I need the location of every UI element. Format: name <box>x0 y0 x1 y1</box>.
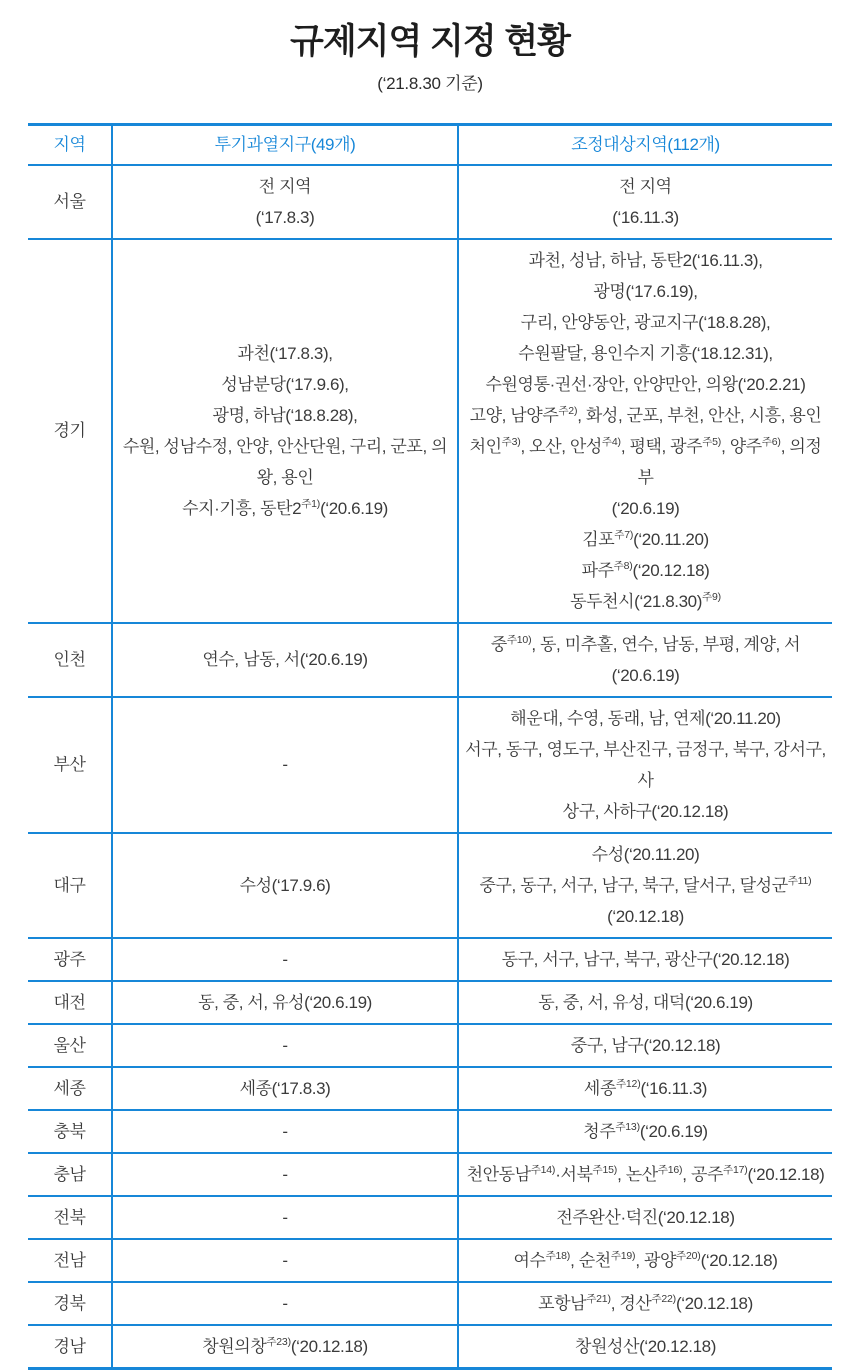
cell-line: - <box>282 1293 288 1313</box>
overheated-cell <box>112 981 458 1024</box>
adjusted-cell <box>458 623 832 697</box>
cell-line: - <box>282 1164 288 1184</box>
footnote-ref: 주16) <box>657 1163 683 1176</box>
region-cell: 경기 <box>28 239 112 623</box>
adjusted-cell <box>458 1153 832 1196</box>
region-cell: 대구 <box>28 833 112 938</box>
cell-line: 전주완산·덕진(‘20.12.18) <box>556 1207 735 1227</box>
footnote-ref: 주12) <box>615 1077 641 1090</box>
overheated-cell <box>112 1282 458 1325</box>
cell-line: 성남분당(‘17.9.6), <box>221 374 349 394</box>
footnote-ref: 주17) <box>723 1163 748 1176</box>
footnote-ref: 주4) <box>601 435 621 448</box>
adjusted-cell <box>458 981 832 1024</box>
region-cell: 울산 <box>28 1024 112 1067</box>
cell-line: (‘20.12.18) <box>607 906 684 926</box>
cell-line: 수원, 성남수정, 안양, 안산단원, 구리, 군포, 의왕, 용인 <box>122 436 448 487</box>
cell-line: 수원영통·권선·장안, 안양만안, 의왕(‘20.2.21) <box>485 374 806 394</box>
footnote-ref: 주21) <box>586 1292 611 1305</box>
overheated-cell <box>112 697 458 833</box>
cell-line: - <box>282 1207 288 1227</box>
cell-line: (‘16.11.3) <box>612 207 679 227</box>
cell-line: 동, 중, 서, 유성, 대덕(‘20.6.19) <box>538 992 753 1012</box>
table-row <box>28 623 832 697</box>
footnote-ref: 주13) <box>615 1120 640 1133</box>
footnote-ref: 주19) <box>610 1249 636 1262</box>
cell-line: - <box>282 1250 288 1270</box>
regulation-table <box>28 123 832 1370</box>
footnote-ref: 주3) <box>501 435 521 448</box>
adjusted-cell <box>458 697 832 833</box>
cell-line: 과천, 성남, 하남, 동탄2(‘16.11.3), <box>528 250 763 270</box>
cell-line: 동구, 서구, 남구, 북구, 광산구(‘20.12.18) <box>501 949 790 969</box>
cell-line: 중구, 동구, 서구, 남구, 북구, 달서구, 달성군$^{주11)}$ <box>479 874 812 895</box>
overheated-cell <box>112 1239 458 1282</box>
cell-line: 동, 중, 서, 유성(‘20.6.19) <box>198 992 372 1012</box>
cell-line: 고양, 남양주$^{주2)}$, 화성, 군포, 부천, 안산, 시흥, 용인 <box>469 404 822 425</box>
cell-line: (‘17.8.3) <box>255 207 315 227</box>
table-row <box>28 981 832 1024</box>
region-cell: 부산 <box>28 697 112 833</box>
cell-line: 연수, 남동, 서(‘20.6.19) <box>202 650 368 670</box>
footnote-ref: 주9) <box>702 590 721 603</box>
cell-line: - <box>282 1121 288 1141</box>
cell-line: - <box>282 755 288 775</box>
cell-line: 중$^{주10)}$, 동, 미추홀, 연수, 남동, 부평, 계양, 서(‘20.6.19) <box>490 633 801 685</box>
region-cell: 세종 <box>28 1067 112 1110</box>
region-cell: 대전 <box>28 981 112 1024</box>
region-cell: 경남 <box>53 1336 86 1356</box>
cell-line: 세종$^{주12)}$(‘16.11.3) <box>583 1077 708 1098</box>
footnote-ref: 주10) <box>506 633 532 646</box>
table-row <box>28 833 832 938</box>
table-row <box>28 697 832 833</box>
footnote-ref: 주11) <box>787 874 812 887</box>
adjusted-cell <box>458 1282 832 1325</box>
cell-line: 광명, 하남(‘18.8.28), <box>212 405 358 425</box>
cell-line: - <box>282 949 288 969</box>
table-row <box>28 165 832 239</box>
cell-line: - <box>282 1035 288 1055</box>
overheated-cell <box>112 239 458 623</box>
page-title: 규제지역 지정 현황 <box>290 22 570 61</box>
overheated-cell <box>112 1325 458 1369</box>
overheated-cell <box>112 1110 458 1153</box>
footnote-ref: 주18) <box>545 1249 571 1262</box>
adjusted-cell <box>458 938 832 981</box>
adjusted-cell <box>458 1239 832 1282</box>
adjusted-cell <box>458 1024 832 1067</box>
table-row <box>28 1325 832 1369</box>
table-row <box>28 1153 832 1196</box>
table-row <box>28 1239 832 1282</box>
cell-line: 여수$^{주18)}$, 순천$^{주19)}$, 광양$^{주20)}$(‘20.12.18) <box>513 1249 778 1270</box>
footnote-ref: 주23) <box>266 1335 291 1348</box>
cell-line: 해운대, 수영, 동래, 남, 연제(‘20.11.20) <box>510 708 781 728</box>
cell-line: 전 지역 <box>258 176 312 196</box>
overheated-cell <box>112 1067 458 1110</box>
cell-line: (‘20.6.19) <box>611 498 680 518</box>
footnote-ref: 주5) <box>702 435 722 448</box>
overheated-cell <box>112 938 458 981</box>
overheated-cell <box>112 1196 458 1239</box>
cell-line: 파주$^{주8)}$(‘20.12.18) <box>581 559 710 580</box>
table-row <box>28 239 832 623</box>
cell-line: 전 지역 <box>619 176 672 196</box>
cell-line: 상구, 사하구(‘20.12.18) <box>562 801 729 821</box>
adjusted-cell <box>458 1110 832 1153</box>
cell-line: 중구, 남구(‘20.12.18) <box>570 1035 721 1055</box>
cell-line: 김포$^{주7)}$(‘20.11.20) <box>582 528 709 549</box>
cell-line: 구리, 안양동안, 광교지구(‘18.8.28), <box>520 312 771 332</box>
overheated-cell <box>112 833 458 938</box>
cell-line: 과천(‘17.8.3), <box>237 343 333 363</box>
table-row <box>28 1282 832 1325</box>
header-region: 지역 <box>28 124 112 165</box>
region-cell: 충남 <box>28 1153 112 1196</box>
table-row <box>28 1024 832 1067</box>
cell-line: 서구, 동구, 영도구, 부산진구, 금정구, 북구, 강서구, 사 <box>465 739 826 790</box>
region-cell: 경북 <box>28 1282 112 1325</box>
adjusted-cell <box>458 1325 832 1369</box>
cell-line: 창원성산(‘20.12.18) <box>575 1336 716 1356</box>
cell-line: 수지·기흥, 동탄$2^{주1)}(‘20.6.19)$ <box>182 497 388 518</box>
footnote-ref: 주1) <box>301 497 321 510</box>
cell-line: 광명(‘17.6.19), <box>593 281 698 301</box>
footnote-ref: 주7) <box>614 528 634 541</box>
region-cell: 전북 <box>28 1196 112 1239</box>
cell-line: 수성(‘20.11.20) <box>591 844 700 864</box>
cell-line: 천안동남$^{주14)}$·서북$^{주15)}$, 논산$^{주16)}$, 공주$^{주17)}$(‘20.12.18) <box>466 1163 825 1184</box>
adjusted-cell <box>458 165 832 239</box>
region-cell: 전남 <box>28 1239 112 1282</box>
cell-line: 세종(‘17.8.3) <box>239 1078 331 1098</box>
cell-line: 수원팔달, 용인수지 기흥(‘18.12.31), <box>518 343 773 363</box>
cell-line: 창원의창$^{주23)}$(‘20.12.18) <box>202 1335 368 1356</box>
adjusted-cell <box>458 1196 832 1239</box>
footnote-ref: 주15) <box>592 1163 618 1176</box>
overheated-cell <box>112 165 458 239</box>
cell-line: 포항남$^{주21)}$, 경산$^{주22)}$(‘20.12.18) <box>538 1292 753 1313</box>
adjusted-cell <box>458 239 832 623</box>
footnote-ref: 주20) <box>676 1249 701 1262</box>
overheated-cell <box>112 623 458 697</box>
table-header-row <box>28 124 832 165</box>
footnote-ref: 주2) <box>558 404 578 417</box>
header-overheated-district: 투기과열지구(49개) <box>112 124 458 165</box>
region-cell: 서울 <box>28 165 112 239</box>
overheated-cell <box>112 1153 458 1196</box>
header-adjustment-area: 조정대상지역(112개) <box>458 124 832 165</box>
page-subtitle: (‘21.8.30 기준) <box>377 73 483 93</box>
table-row <box>28 1110 832 1153</box>
region-cell: 광주 <box>28 938 112 981</box>
footnote-ref: 주22) <box>651 1292 676 1305</box>
region-cell: 충북 <box>28 1110 112 1153</box>
table-body <box>28 165 832 1369</box>
footnote-ref: 주8) <box>613 559 633 572</box>
adjusted-cell <box>458 1067 832 1110</box>
cell-line: 동두천시(‘21.8.30)$^{주9)}$ <box>570 590 721 611</box>
footnote-ref: 주6) <box>761 435 781 448</box>
footnote-ref: 주14) <box>530 1163 556 1176</box>
cell-line: 수성(‘17.9.6) <box>239 875 331 895</box>
table-row <box>28 1067 832 1110</box>
cell-line: 처인$^{주3)}$, 오산, 안성$^{주4)}$, 평택, 광주$^{주5)}$, 양주$^{주6)}$, 의정부 <box>469 435 822 487</box>
table-row <box>28 938 832 981</box>
region-cell: 인천 <box>28 623 112 697</box>
overheated-cell <box>112 1024 458 1067</box>
adjusted-cell <box>458 833 832 938</box>
cell-line: 청주$^{주13)}$(‘20.6.19) <box>583 1120 708 1141</box>
table-row <box>28 1196 832 1239</box>
